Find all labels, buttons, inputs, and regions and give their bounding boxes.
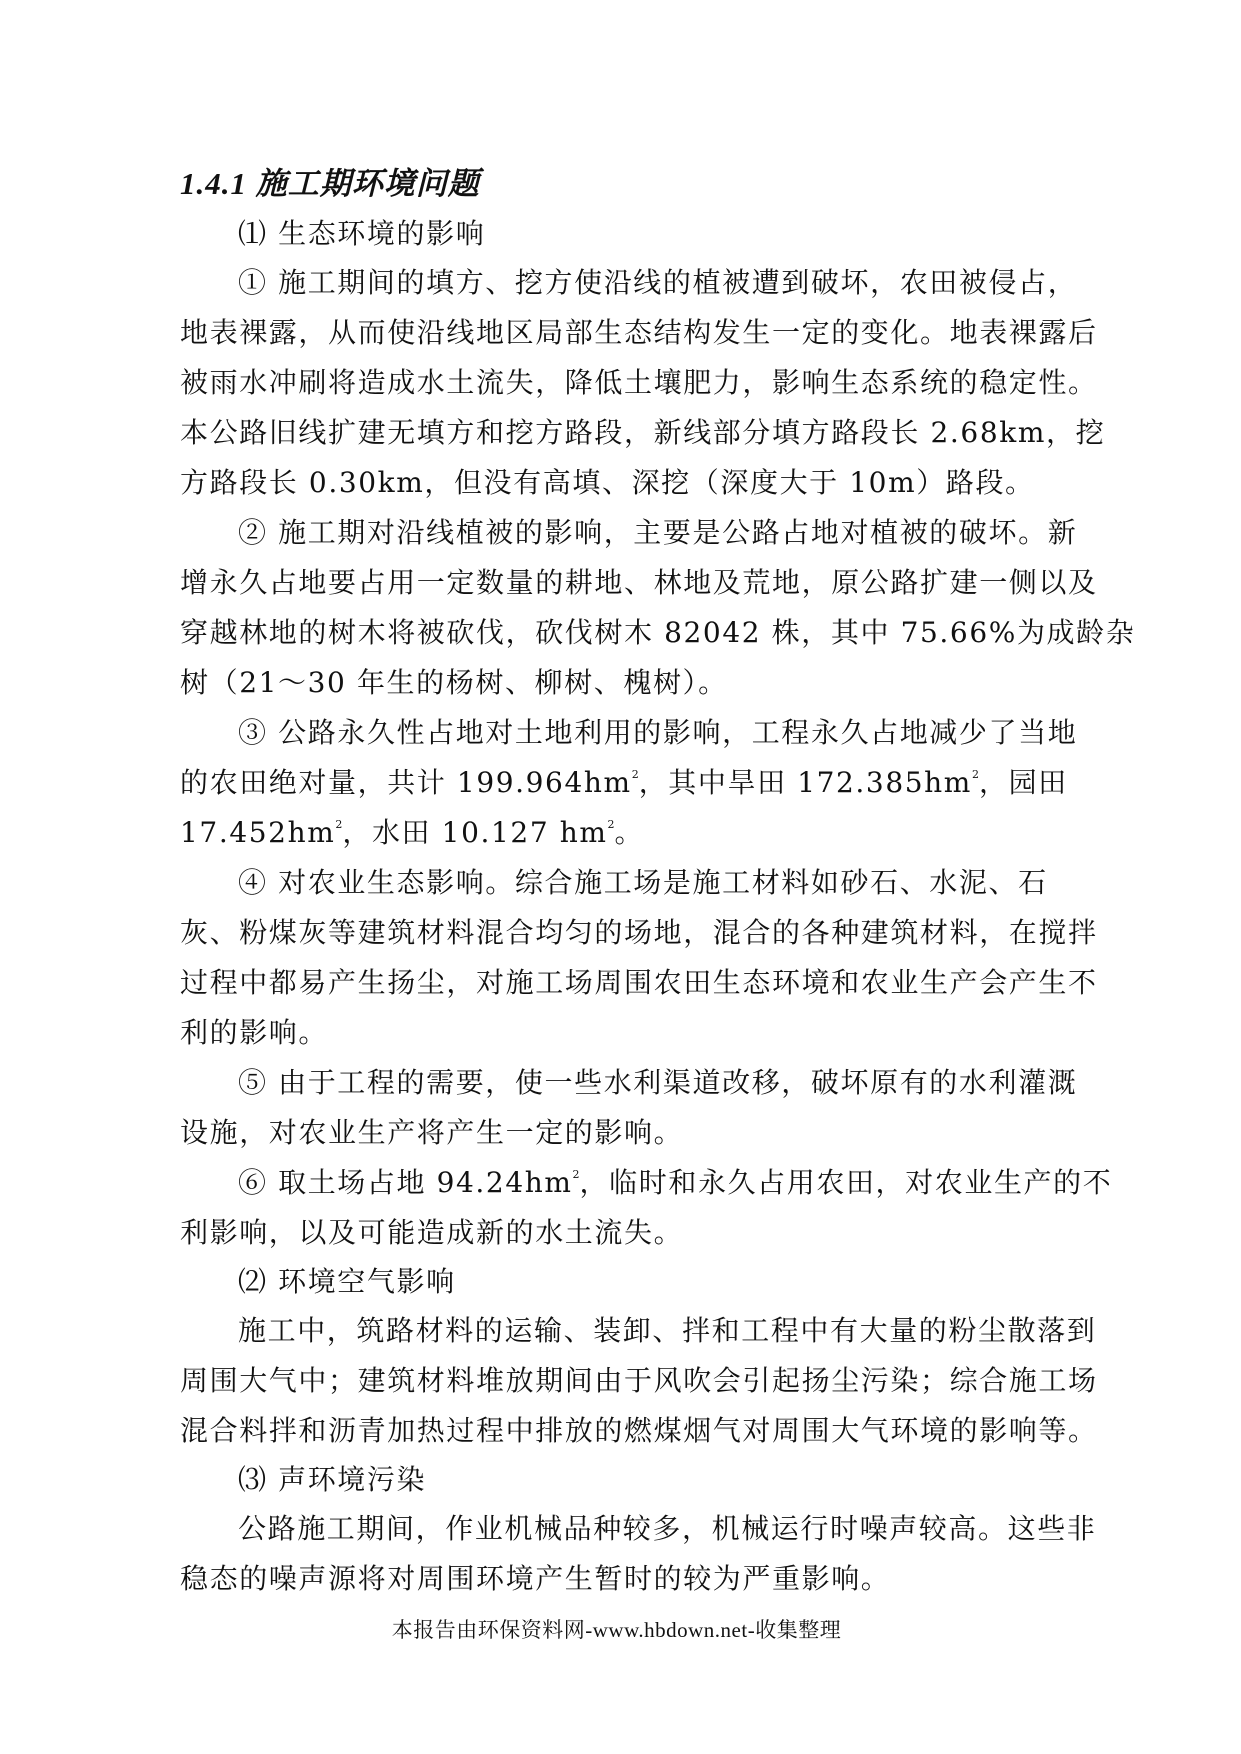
subsection-title-noise: ⑶ 声环境污染 <box>238 1463 427 1496</box>
text-segment: ，水田 10.127 hm <box>342 816 608 849</box>
text-segment: ⑥ 取土场占地 94.24hm <box>238 1166 573 1199</box>
text-line <box>180 1158 1113 1208</box>
text-line: 本公路旧线扩建无填方和挖方路段，新线部分填方路段长 2.68km，挖 <box>180 416 1106 449</box>
text-segment: 。 <box>614 816 645 849</box>
text-line: ⑤ 由于工程的需要，使一些水利渠道改移，破坏原有的水利灌溉 <box>238 1066 1078 1099</box>
subsection-title-air: ⑵ 环境空气影响 <box>238 1265 456 1298</box>
superscript: 2 <box>631 768 639 781</box>
text-segment: 的农田绝对量，共计 199.964hm <box>180 766 632 799</box>
superscript: 2 <box>971 768 979 781</box>
page-footer <box>0 1614 1241 1644</box>
text-line: 利影响，以及可能造成新的水土流失。 <box>180 1216 684 1249</box>
superscript: 2 <box>335 818 343 831</box>
text-line <box>180 808 1080 858</box>
paragraph-8 <box>180 1504 1097 1604</box>
text-line: ② 施工期对沿线植被的影响，主要是公路占地对植被的破坏。新 <box>238 516 1078 549</box>
text-line: 树（21～30 年生的杨树、柳树、槐树）。 <box>180 666 728 699</box>
footer-text: 本报告由环保资料网-www.hbdown.net-收集整理 <box>391 1618 842 1642</box>
text-line: ① 施工期间的填方、挖方使沿线的植被遭到破坏，农田被侵占， <box>238 266 1078 299</box>
paragraph-6 <box>180 1158 1113 1258</box>
paragraph-2 <box>180 508 1136 708</box>
paragraph-5 <box>180 1058 1080 1158</box>
text-segment: 17.452hm <box>180 816 336 849</box>
text-line: 增永久占地要占用一定数量的耕地、林地及荒地，原公路扩建一侧以及 <box>180 566 1098 599</box>
subsection-title-ecology: ⑴ 生态环境的影响 <box>238 217 486 250</box>
paragraph-4 <box>180 858 1098 1058</box>
text-line: 方路段长 0.30km，但没有高填、深挖（深度大于 10m）路段。 <box>180 466 1035 499</box>
superscript: 2 <box>607 818 615 831</box>
text-line: ④ 对农业生态影响。综合施工场是施工材料如砂石、水泥、石 <box>238 866 1048 899</box>
text-line: 过程中都易产生扬尘，对施工场周围农田生态环境和农业生产会产生不 <box>180 966 1098 999</box>
text-segment: ，临时和永久占用农田，对农业生产的不 <box>579 1166 1113 1199</box>
text-line: 穿越林地的树木将被砍伐，砍伐树木 82042 株，其中 75.66%为成龄杂 <box>180 616 1136 649</box>
text-line: 设施，对农业生产将产生一定的影响。 <box>180 1116 684 1149</box>
section-heading: 1.4.1 施工期环境问题 <box>180 166 480 201</box>
text-line: 施工中，筑路材料的运输、装卸、拌和工程中有大量的粉尘散落到 <box>238 1314 1097 1347</box>
text-line <box>180 758 1080 808</box>
superscript: 2 <box>572 1168 580 1181</box>
text-line: 公路施工期间，作业机械品种较多，机械运行时噪声较高。这些非 <box>238 1512 1097 1545</box>
text-line: 周围大气中；建筑材料堆放期间由于风吹会引起扬尘污染；综合施工场 <box>180 1364 1098 1397</box>
text-line: 混合料拌和沥青加热过程中排放的燃煤烟气对周围大气环境的影响等。 <box>180 1414 1098 1447</box>
paragraph-7 <box>180 1306 1098 1456</box>
paragraph-3 <box>180 708 1080 858</box>
text-line: 灰、粉煤灰等建筑材料混合均匀的场地，混合的各种建筑材料，在搅拌 <box>180 916 1098 949</box>
text-line: 稳态的噪声源将对周围环境产生暂时的较为严重影响。 <box>180 1562 891 1595</box>
text-line: 被雨水冲刷将造成水土流失，降低土壤肥力，影响生态系统的稳定性。 <box>180 366 1098 399</box>
text-segment: ，其中旱田 172.385hm <box>638 766 972 799</box>
text-line: 地表裸露，从而使沿线地区局部生态结构发生一定的变化。地表裸露后 <box>180 316 1098 349</box>
text-line: 利的影响。 <box>180 1016 329 1049</box>
document-body <box>180 210 1136 1604</box>
text-line: ③ 公路永久性占地对土地利用的影响，工程永久占地减少了当地 <box>238 716 1078 749</box>
text-segment: ，园田 <box>978 766 1068 799</box>
paragraph-1 <box>180 258 1106 508</box>
